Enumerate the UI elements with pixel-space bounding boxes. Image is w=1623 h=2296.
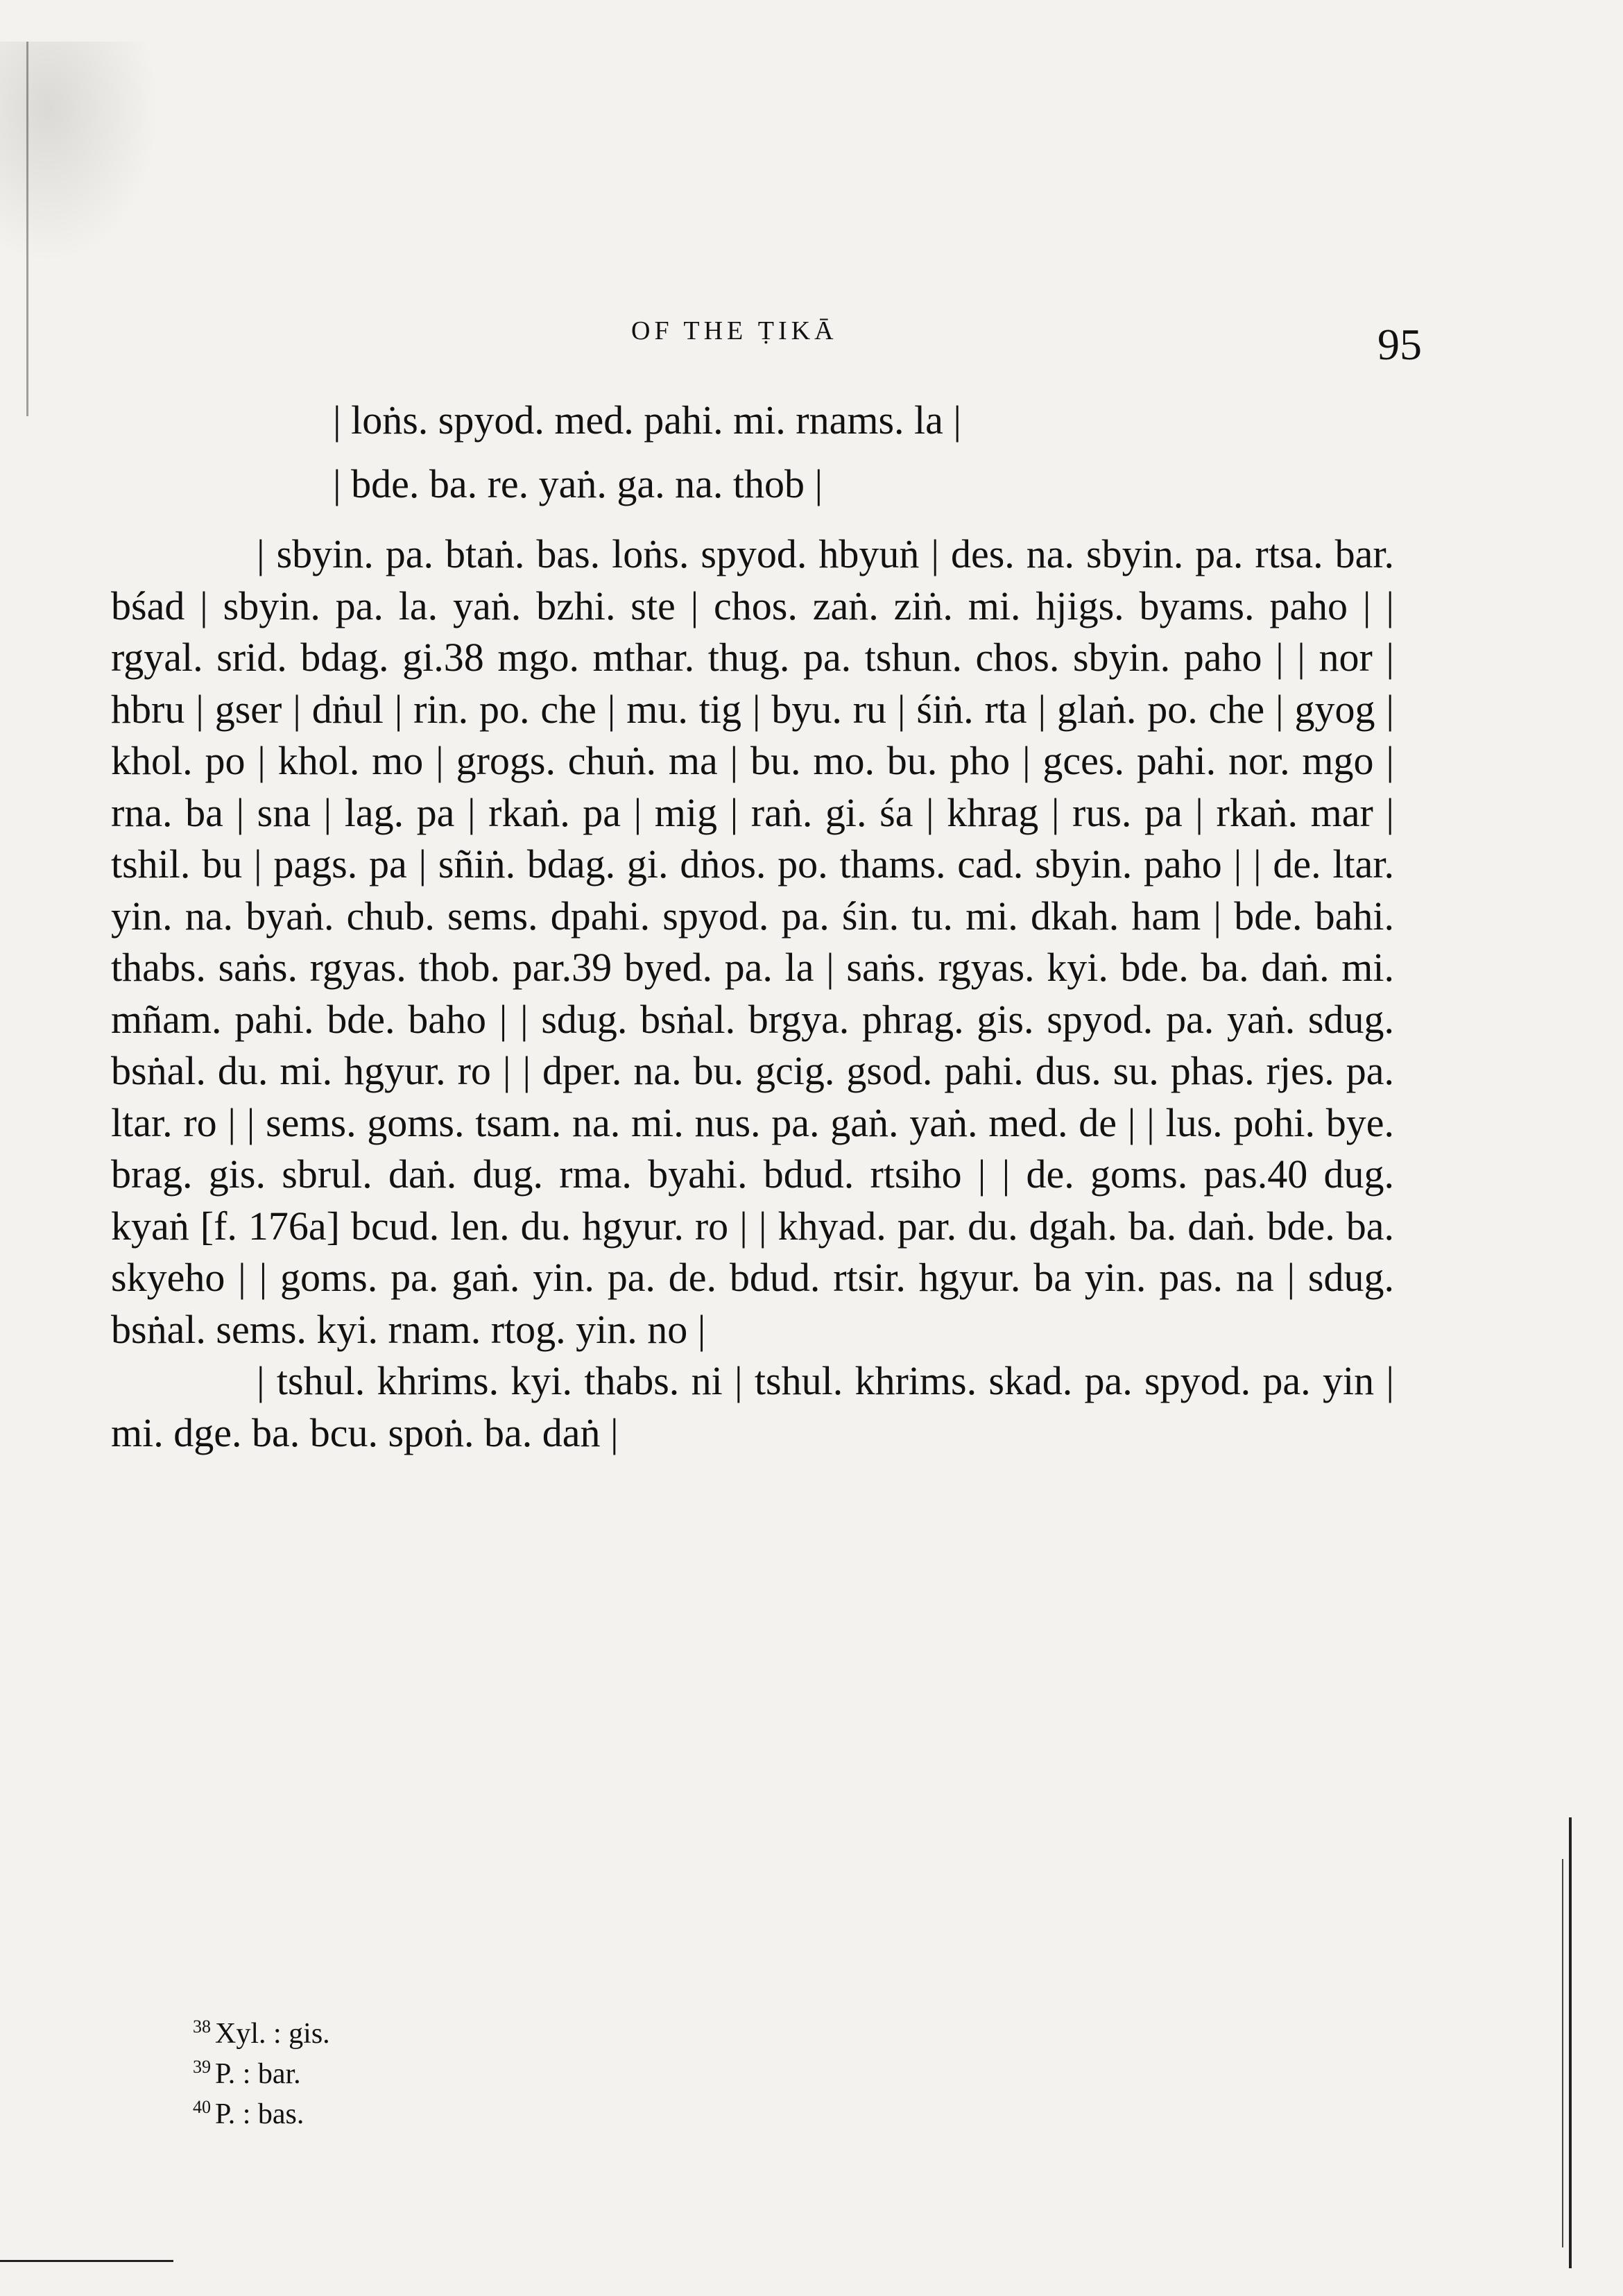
scan-edge-mark	[26, 42, 28, 416]
main-text	[111, 388, 1394, 1459]
page-number: 95	[1377, 320, 1422, 369]
scan-bottom-line	[0, 2260, 173, 2262]
footnote-mark: 40	[193, 2097, 211, 2117]
scan-binding-line-inner	[1562, 1859, 1563, 2247]
footnote-mark: 38	[193, 2016, 211, 2037]
footnote-text: Xyl. : gis.	[215, 2018, 330, 2050]
footnote	[193, 2050, 330, 2091]
scan-binding-line	[1569, 1817, 1572, 2268]
footnotes	[193, 2010, 330, 2131]
footnote-mark: 39	[193, 2057, 211, 2077]
paragraph: | sbyin. pa. btaṅ. bas. loṅs. spyod. hbyuṅ | des. na. sbyin. pa. rtsa. bar. bśad | sbyin. pa. la. yaṅ. bzhi. ste | chos. zaṅ. ziṅ. mi. hjigs. byams. paho | | rgyal. srid. bdag. gi.38 mgo. mthar. thug. pa. tshun. chos. sbyin. paho | | nor | hbru | gser | dṅul | rin. po. che | mu. tig | byu. ru | śiṅ. rta | glaṅ. po. che | gyog | khol. po | khol. mo | grogs. chuṅ. ma | bu. mo. bu. pho | gces. pahi. nor. mgo | rna. ba | sna | lag. pa | rkaṅ. pa | mig | raṅ. gi. śa | khrag | rus. pa | rkaṅ. mar | tshil. bu | pags. pa | sñiṅ. bdag. gi. dṅos. po. thams. cad. sbyin. paho | | de. ltar. yin. na. byaṅ. chub. sems. dpahi. spyod. pa. śin. tu. mi. dkah. ham | bde. bahi. thabs. saṅs. rgyas. thob. par.39 byed. pa. la | saṅs. rgyas. kyi. bde. ba. daṅ. mi. mñam. pahi. bde. baho | | sdug. bsṅal. brgya. phrag. gis. spyod. pa. yaṅ. sdug. bsṅal. du. mi. hgyur. ro | | dper. na. bu. gcig. gsod. pahi. dus. su. phas. rjes. pa. ltar. ro | | sems. goms. tsam. na. mi. nus. pa. gaṅ. yaṅ. med. de | | lus. pohi. bye. brag. gis. sbrul. daṅ. dug. rma. byahi. bdud. rtsiho | | de. goms. pas.40 dug. kyaṅ [f. 176a] bcud. len. du. hgyur. ro | | khyad. par. du. dgah. ba. daṅ. bde. ba. skyeho | | goms. pa. gaṅ. yin. pa. de. bdud. rtsir. hgyur. ba yin. pas. na | sdug. bsṅal. sems. kyi. rnam. rtog. yin. no |	[111, 531, 1394, 1352]
footnote	[193, 2091, 330, 2131]
footnote-text: P. : bar.	[215, 2058, 301, 2090]
scan-smudge	[0, 42, 160, 264]
footnote	[193, 2010, 330, 2050]
verse-line: | bde. ba. re. yaṅ. ga. na. thob |	[333, 461, 823, 506]
footnote-text: P. : bas.	[215, 2098, 304, 2130]
paragraph: | tshul. khrims. kyi. thabs. ni | tshul. khrims. skad. pa. spyod. pa. yin | mi. dge. ba. bcu. spoṅ. ba. daṅ |	[111, 1358, 1394, 1455]
verse-line: | loṅs. spyod. med. pahi. mi. rnams. la |	[333, 397, 962, 443]
running-title: OF THE ṬIKĀ	[631, 316, 838, 345]
